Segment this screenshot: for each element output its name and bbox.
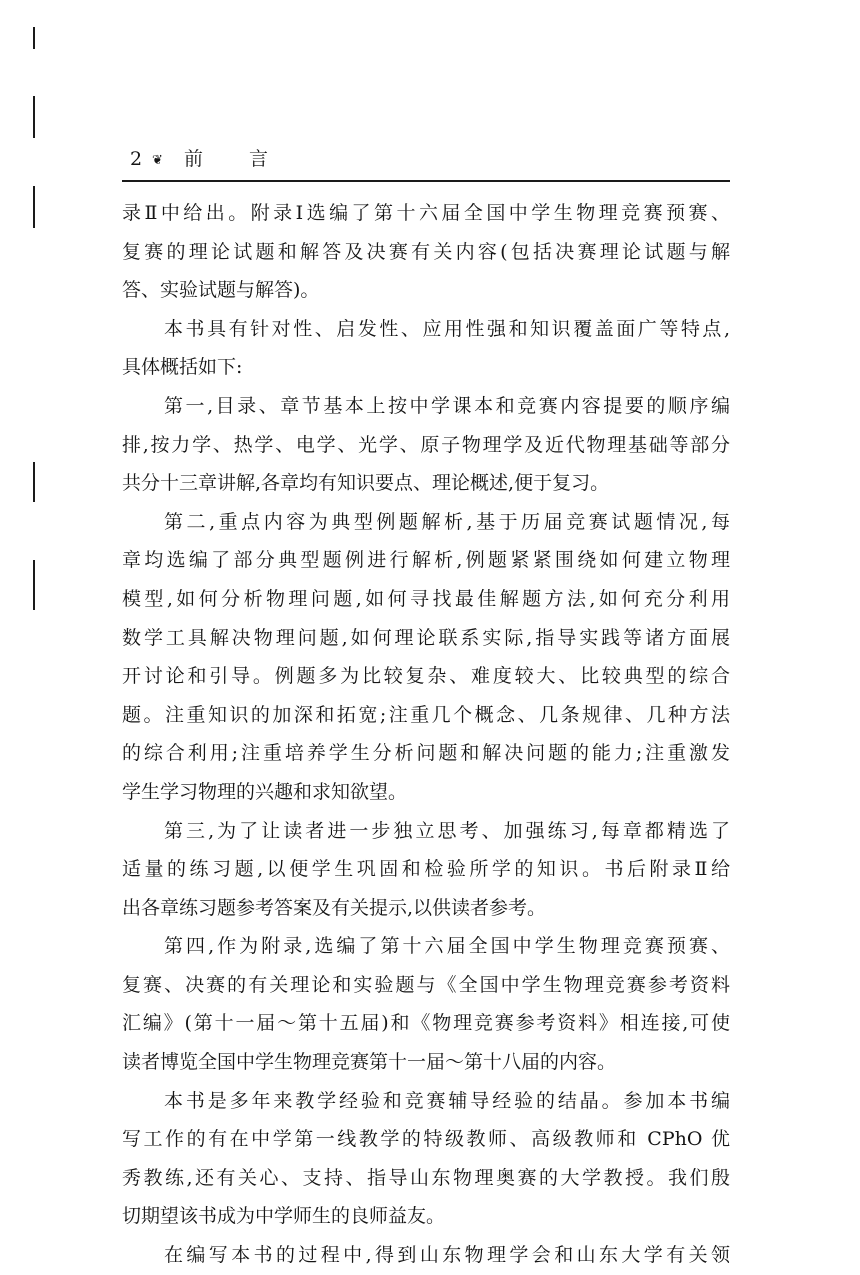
header-rule: [122, 180, 730, 182]
text-line: 录Ⅱ中给出。附录Ⅰ选编了第十六届全国中学生物理竞赛预赛、: [122, 202, 730, 224]
text-line: 写工作的有在中学第一线教学的特级教师、高级教师和 CPhO 优: [122, 1128, 730, 1151]
text-line: 秀教练,还有关心、支持、指导山东物理奥赛的大学教授。我们殷: [122, 1166, 730, 1189]
text-line: 第三,为了让读者进一步独立思考、加强练习,每章都精选了: [164, 819, 730, 842]
page-title: 前言: [184, 148, 315, 170]
text-line: 第二,重点内容为典型例题解析,基于历届竞赛试题情况,每: [164, 510, 730, 533]
text-line: 在编写本书的过程中,得到山东物理学会和山东大学有关领: [164, 1244, 730, 1267]
text-line: 具体概括如下:: [122, 356, 243, 379]
text-line: 读者博览全国中学生物理竞赛第十一届～第十八届的内容。: [122, 1051, 617, 1074]
text-line: 复赛、决赛的有关理论和实验题与《全国中学生物理竞赛参考资料: [122, 973, 730, 996]
text-line: 本书是多年来教学经验和竞赛辅导经验的结晶。参加本书编: [164, 1089, 730, 1112]
text-line: 模型,如何分析物理问题,如何寻找最佳解题方法,如何充分利用: [122, 587, 730, 610]
page-number: 2: [130, 148, 143, 170]
text-line: 答、实验试题与解答)。: [122, 279, 320, 302]
text-line: 章均选编了部分典型题例进行解析,例题紧紧围绕如何建立物理: [122, 549, 730, 572]
margin-mark: [33, 96, 35, 138]
text-line: 学生学习物理的兴趣和求知欲望。: [122, 780, 408, 803]
text-line: 适量的练习题,以便学生巩固和检验所学的知识。书后附录Ⅱ给: [122, 858, 730, 881]
text-line: 排,按力学、热学、电学、光学、原子物理学及近代物理基础等部分: [122, 433, 730, 456]
margin-mark: [33, 560, 35, 610]
text-line: 第四,作为附录,选编了第十六届全国中学生物理竞赛预赛、: [164, 935, 730, 958]
text-line: 共分十三章讲解,各章均有知识要点、理论概述,便于复习。: [122, 472, 610, 495]
text-line: 数学工具解决物理问题,如何理论联系实际,指导实践等诸方面展: [122, 626, 730, 649]
text-line: 切期望该书成为中学师生的良师益友。: [122, 1205, 446, 1228]
text-line: 开讨论和引导。例题多为比较复杂、难度较大、比较典型的综合: [122, 665, 730, 688]
ornament-icon: ❦: [152, 153, 163, 168]
text-line: 题。注重知识的加深和拓宽;注重几个概念、几条规律、几种方法: [122, 703, 730, 726]
body-text: [122, 194, 730, 1275]
text-line: 汇编》(第十一届～第十五届)和《物理竞赛参考资料》相连接,可使: [122, 1012, 730, 1035]
margin-mark: [33, 462, 35, 502]
margin-mark: [33, 27, 35, 49]
page-header: [122, 147, 730, 171]
text-line: 复赛的理论试题和解答及决赛有关内容(包括决赛理论试题与解: [122, 240, 730, 263]
text-line: 出各章练习题参考答案及有关提示,以供读者参考。: [122, 896, 547, 919]
margin-mark: [33, 186, 35, 228]
text-line: 的综合利用;注重培养学生分析问题和解决问题的能力;注重激发: [122, 742, 730, 765]
text-line: 本书具有针对性、启发性、应用性强和知识覆盖面广等特点,: [164, 317, 730, 340]
text-line: 第一,目录、章节基本上按中学课本和竞赛内容提要的顺序编: [164, 394, 730, 417]
